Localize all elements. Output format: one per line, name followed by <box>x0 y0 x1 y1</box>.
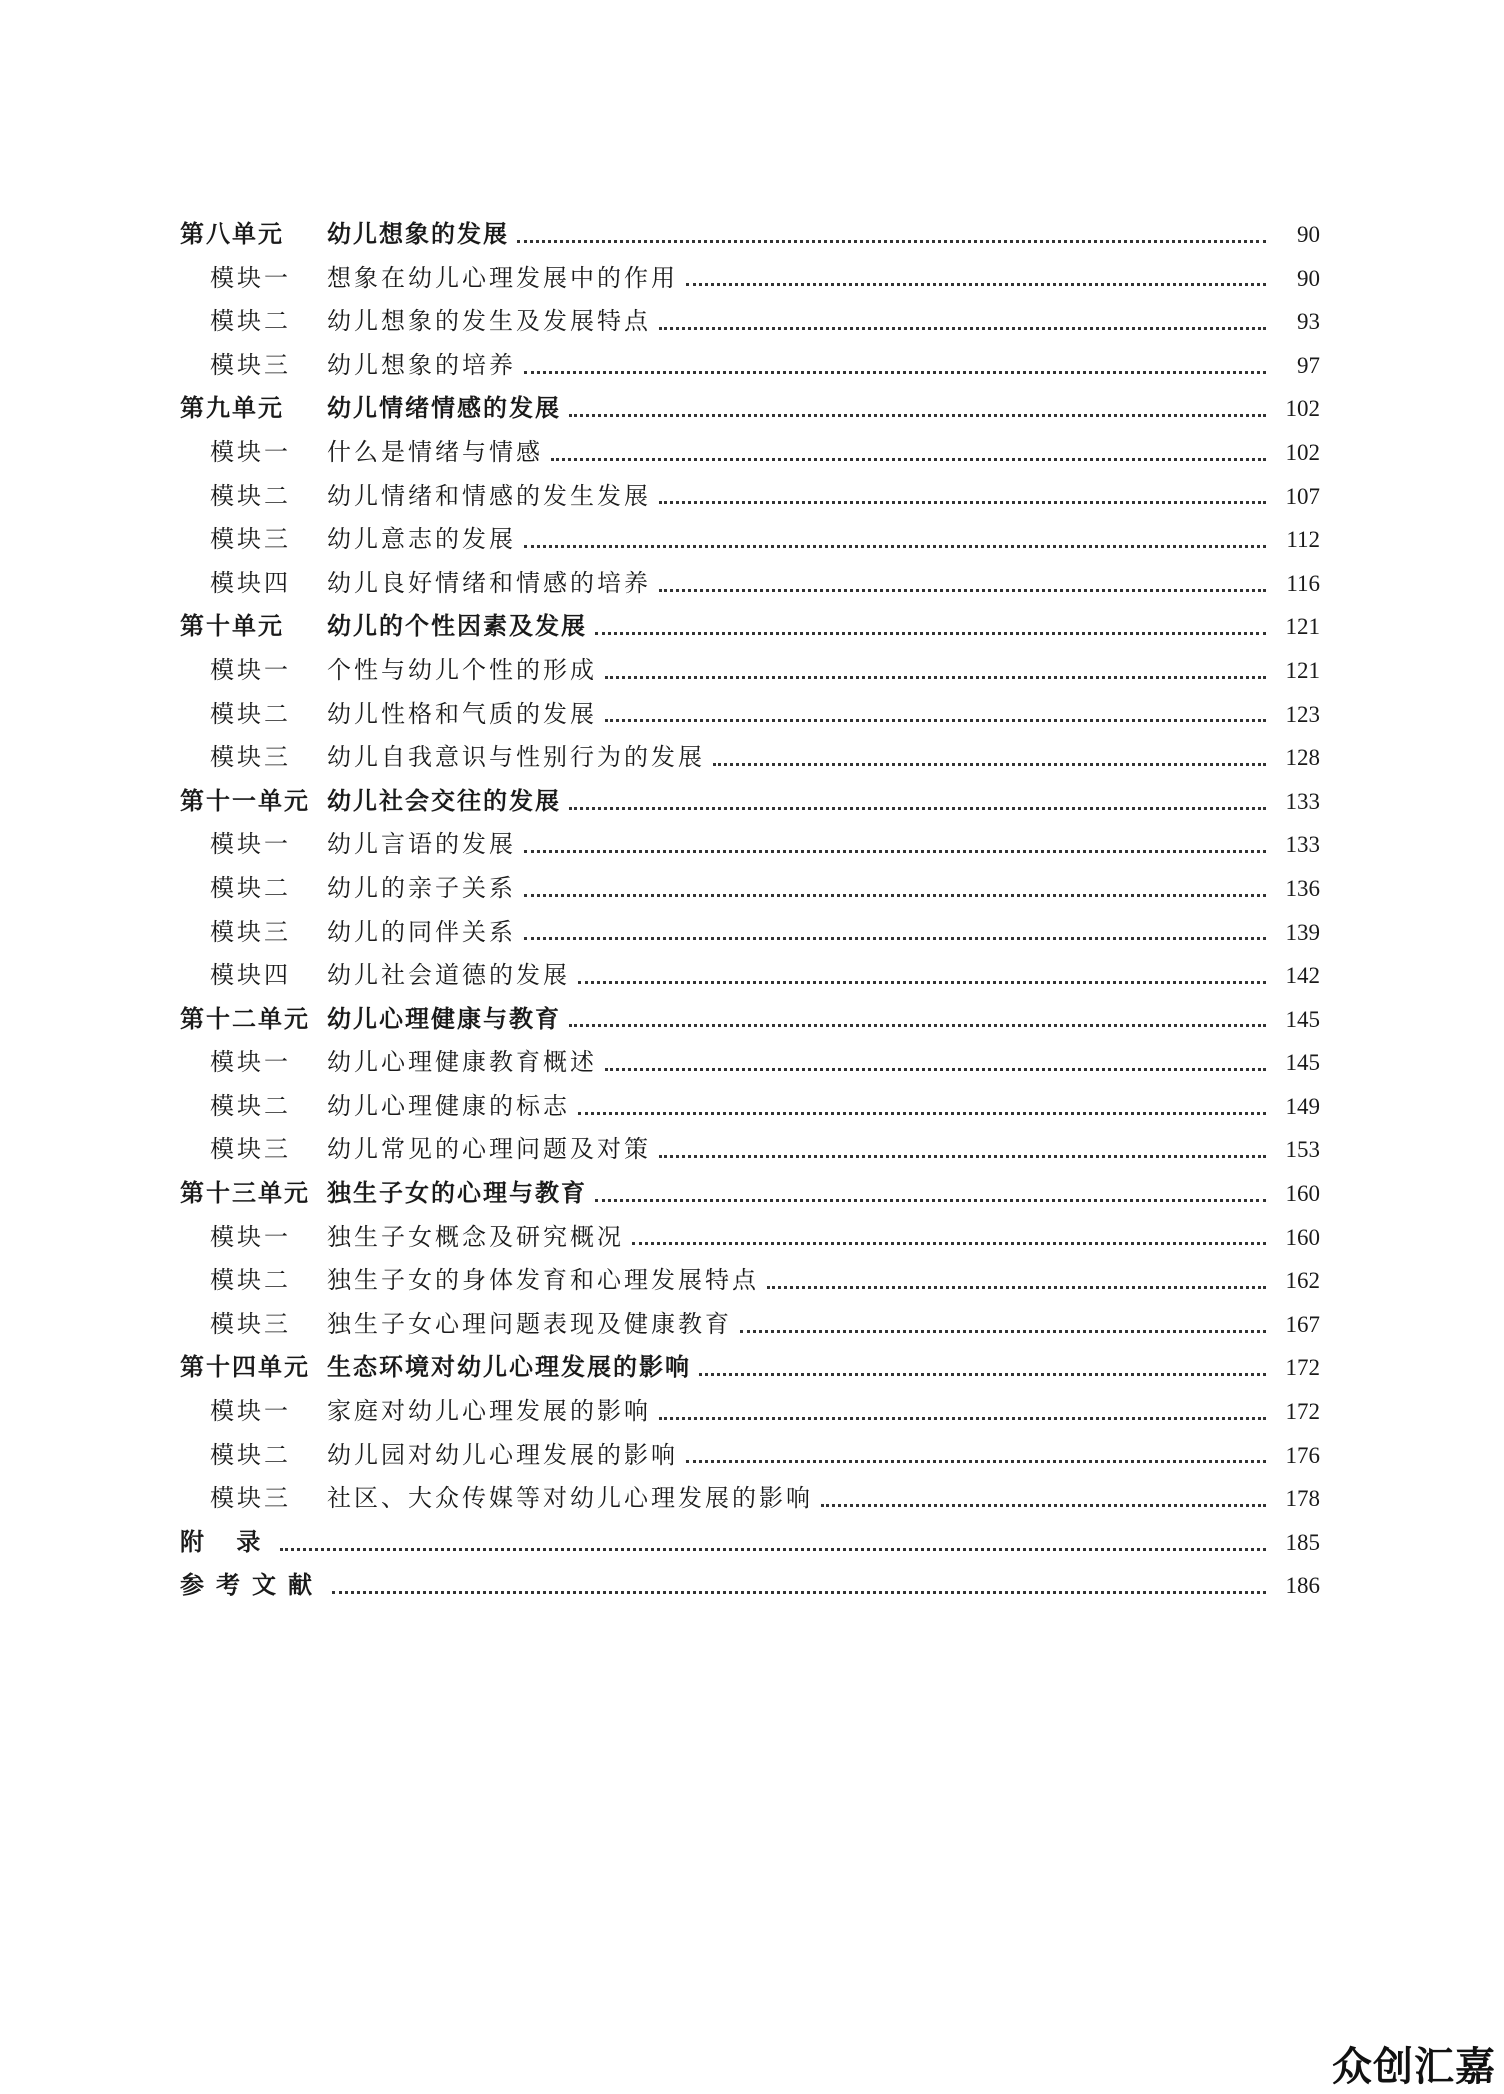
toc-page-number: 121 <box>1285 614 1320 640</box>
dot-leader <box>659 1412 1266 1422</box>
toc-entry-label: 第十单元 <box>180 612 284 641</box>
dot-leader <box>659 322 1266 332</box>
toc-entry-title: 幼儿想象的发生及发展特点 <box>327 307 651 336</box>
dot-leader <box>569 802 1266 812</box>
toc-entry-title: 幼儿的亲子关系 <box>327 873 516 902</box>
toc-module-entry[interactable] <box>180 1478 1320 1522</box>
toc-entry-title: 独生子女心理问题表现及健康教育 <box>327 1309 732 1338</box>
toc-module-entry[interactable] <box>180 301 1320 345</box>
dot-leader <box>740 1325 1266 1335</box>
toc-page-number: 139 <box>1285 919 1320 945</box>
toc-entry-title: 社区、大众传媒等对幼儿心理发展的影响 <box>327 1484 813 1513</box>
toc-entry-title: 幼儿言语的发展 <box>327 830 516 859</box>
toc-page-number: 149 <box>1285 1093 1320 1119</box>
toc-page-number: 172 <box>1285 1399 1320 1425</box>
toc-entry-title: 生态环境对幼儿心理发展的影响 <box>327 1353 691 1382</box>
dot-leader <box>659 496 1266 506</box>
dot-leader <box>605 671 1266 681</box>
toc-entry-title: 幼儿的个性因素及发展 <box>327 612 587 641</box>
toc-page-number: 186 <box>1285 1573 1320 1599</box>
toc-entry-title: 幼儿性格和气质的发展 <box>327 699 597 728</box>
toc-unit-entry[interactable] <box>180 606 1320 650</box>
dot-leader <box>686 278 1266 288</box>
toc-entry-title: 个性与幼儿个性的形成 <box>327 655 597 684</box>
dot-leader <box>280 1543 1266 1553</box>
toc-page-number: 185 <box>1285 1529 1320 1555</box>
dot-leader <box>578 976 1266 986</box>
toc-entry-label: 第八单元 <box>180 220 284 248</box>
toc-page-number: 93 <box>1297 309 1320 335</box>
dot-leader <box>699 1368 1266 1378</box>
dot-leader <box>524 845 1266 855</box>
toc-entry-label: 模块三 <box>210 1135 291 1164</box>
toc-entry-label: 模块二 <box>210 699 291 728</box>
toc-page-number: 107 <box>1285 483 1320 509</box>
toc-entry-title: 家庭对幼儿心理发展的影响 <box>327 1397 651 1426</box>
dot-leader <box>524 889 1266 899</box>
toc-unit-entry[interactable] <box>180 1565 1320 1609</box>
toc-entry-label: 模块一 <box>210 437 291 466</box>
toc-module-entry[interactable] <box>180 1217 1320 1261</box>
toc-module-entry[interactable] <box>180 432 1320 476</box>
dot-leader <box>524 366 1266 376</box>
toc-entry-label: 模块四 <box>210 568 291 597</box>
toc-entry-label: 模块一 <box>210 1222 291 1251</box>
dot-leader <box>332 1586 1266 1596</box>
watermark-logo: 众创汇嘉 <box>1332 2044 1496 2090</box>
toc-page-number: 145 <box>1285 1006 1320 1032</box>
toc-entry-title: 幼儿社会道德的发展 <box>327 961 570 990</box>
toc-entry-title: 独生子女的身体发育和心理发展特点 <box>327 1266 759 1295</box>
toc-page-number: 176 <box>1285 1442 1320 1468</box>
dot-leader <box>659 1150 1266 1160</box>
toc-unit-entry[interactable] <box>180 999 1320 1043</box>
toc-unit-entry[interactable] <box>180 388 1320 432</box>
toc-entry-title: 幼儿情绪和情感的发生发展 <box>327 481 651 510</box>
toc-module-entry[interactable] <box>180 1391 1320 1435</box>
dot-leader <box>767 1281 1266 1291</box>
dot-leader <box>595 1194 1266 1204</box>
toc-entry-title: 幼儿良好情绪和情感的培养 <box>327 568 651 597</box>
toc-entry-title: 独生子女的心理与教育 <box>327 1179 587 1208</box>
toc-entry-title: 幼儿情绪情感的发展 <box>327 394 561 423</box>
dot-leader <box>578 1107 1266 1117</box>
toc-entry-title: 幼儿的同伴关系 <box>327 917 516 946</box>
toc-module-entry[interactable] <box>180 955 1320 999</box>
toc-module-entry[interactable] <box>180 1086 1320 1130</box>
toc-page-number: 116 <box>1286 570 1320 596</box>
toc-entry-title: 幼儿园对幼儿心理发展的影响 <box>327 1440 678 1469</box>
toc-unit-entry[interactable] <box>180 1173 1320 1217</box>
toc-module-entry[interactable] <box>180 737 1320 781</box>
toc-module-entry[interactable] <box>180 1260 1320 1304</box>
dot-leader <box>605 714 1266 724</box>
dot-leader <box>605 1063 1266 1073</box>
toc-entry-label: 模块三 <box>210 1484 291 1513</box>
toc-entry-title: 幼儿心理健康与教育 <box>327 1004 561 1033</box>
toc-entry-title: 幼儿自我意识与性别行为的发展 <box>327 743 705 772</box>
toc-entry-label: 模块三 <box>210 743 291 772</box>
dot-leader <box>686 1455 1266 1465</box>
toc-module-entry[interactable] <box>180 1304 1320 1348</box>
toc-page-number: 128 <box>1285 745 1320 771</box>
toc-page-number: 97 <box>1297 352 1320 378</box>
toc-page-number: 145 <box>1285 1050 1320 1076</box>
toc-entry-label: 第十四单元 <box>180 1353 310 1382</box>
toc-page-number: 121 <box>1285 657 1320 683</box>
dot-leader <box>632 1237 1266 1247</box>
toc-entry-label: 附 录 <box>180 1527 273 1556</box>
toc-entry-label: 模块二 <box>210 1266 291 1295</box>
toc-page-number: 90 <box>1297 222 1320 247</box>
toc-page-number: 112 <box>1286 527 1320 553</box>
toc-entry-label: 模块一 <box>210 1048 291 1077</box>
toc-module-entry[interactable] <box>180 824 1320 868</box>
toc-module-entry[interactable] <box>180 345 1320 389</box>
toc-entry-label: 模块一 <box>210 830 291 859</box>
toc-page-number: 90 <box>1297 265 1320 291</box>
toc-entry-label: 模块一 <box>210 1397 291 1426</box>
dot-leader <box>551 453 1266 463</box>
toc-entry-title: 幼儿心理健康教育概述 <box>327 1048 597 1077</box>
toc-module-entry[interactable] <box>180 912 1320 956</box>
toc-entry-label: 模块二 <box>210 1440 291 1469</box>
toc-entry-label: 模块一 <box>210 263 291 292</box>
toc-unit-entry[interactable] <box>180 1347 1320 1391</box>
toc-page-number: 136 <box>1285 875 1320 901</box>
toc-entry-label: 模块二 <box>210 307 291 336</box>
dot-leader <box>517 235 1266 245</box>
toc-module-entry[interactable] <box>180 650 1320 694</box>
toc-module-entry[interactable] <box>180 563 1320 607</box>
toc-entry-label: 第十一单元 <box>180 786 310 815</box>
toc-page-number: 162 <box>1285 1268 1320 1294</box>
toc-entry-label: 模块三 <box>210 525 291 554</box>
dot-leader <box>713 758 1266 768</box>
toc-unit-entry[interactable] <box>180 214 1320 258</box>
toc-entry-label: 模块三 <box>210 1309 291 1338</box>
dot-leader <box>524 540 1266 550</box>
dot-leader <box>595 627 1266 637</box>
toc-page-number: 102 <box>1285 439 1320 465</box>
toc-entry-label: 模块二 <box>210 873 291 902</box>
toc-entry-label: 模块二 <box>210 1091 291 1120</box>
toc-page-number: 133 <box>1285 832 1320 858</box>
toc-page-number: 102 <box>1285 396 1320 422</box>
toc-entry-title: 幼儿意志的发展 <box>327 525 516 554</box>
toc-entry-label: 参考文献 <box>180 1571 324 1600</box>
toc-page-number: 167 <box>1285 1311 1320 1337</box>
toc-page-number: 160 <box>1285 1181 1320 1207</box>
toc-page-number: 172 <box>1285 1355 1320 1381</box>
toc-entry-label: 第十二单元 <box>180 1004 310 1033</box>
toc-entry-title: 幼儿心理健康的标志 <box>327 1091 570 1120</box>
toc-module-entry[interactable] <box>180 694 1320 738</box>
dot-leader <box>659 584 1266 594</box>
toc-entry-label: 模块三 <box>210 917 291 946</box>
toc-module-entry[interactable] <box>180 868 1320 912</box>
toc-page-number: 133 <box>1285 788 1320 814</box>
toc-module-entry[interactable] <box>180 519 1320 563</box>
toc-entry-label: 第九单元 <box>180 394 284 423</box>
toc-entry-title: 幼儿想象的培养 <box>327 350 516 379</box>
toc-module-entry[interactable] <box>180 1435 1320 1479</box>
toc-entry-title: 幼儿常见的心理问题及对策 <box>327 1135 651 1164</box>
toc-module-entry[interactable] <box>180 1129 1320 1173</box>
toc-entry-title: 什么是情绪与情感 <box>327 437 543 466</box>
dot-leader <box>821 1499 1266 1509</box>
toc-entry-title: 幼儿想象的发展 <box>327 220 509 248</box>
toc-entry-label: 第十三单元 <box>180 1179 310 1208</box>
toc-page-number: 160 <box>1285 1224 1320 1250</box>
toc-entry-label: 模块一 <box>210 655 291 684</box>
dot-leader <box>569 1019 1266 1029</box>
dot-leader <box>524 932 1266 942</box>
toc-page-number: 178 <box>1285 1486 1320 1512</box>
dot-leader <box>569 409 1266 419</box>
toc-page-number: 142 <box>1285 963 1320 989</box>
toc-unit-entry[interactable] <box>180 1522 1320 1566</box>
toc-module-entry[interactable] <box>180 476 1320 520</box>
toc-module-entry[interactable] <box>180 1042 1320 1086</box>
toc-page-number: 153 <box>1285 1137 1320 1163</box>
toc-unit-entry[interactable] <box>180 781 1320 825</box>
toc-entry-label: 模块二 <box>210 481 291 510</box>
toc-module-entry[interactable] <box>180 258 1320 302</box>
table-of-contents <box>180 214 1320 1609</box>
toc-entry-title: 独生子女概念及研究概况 <box>327 1222 624 1251</box>
toc-entry-label: 模块三 <box>210 350 291 379</box>
toc-entry-title: 想象在幼儿心理发展中的作用 <box>327 263 678 292</box>
toc-entry-title: 幼儿社会交往的发展 <box>327 786 561 815</box>
toc-entry-label: 模块四 <box>210 961 291 990</box>
toc-page-number: 123 <box>1285 701 1320 727</box>
